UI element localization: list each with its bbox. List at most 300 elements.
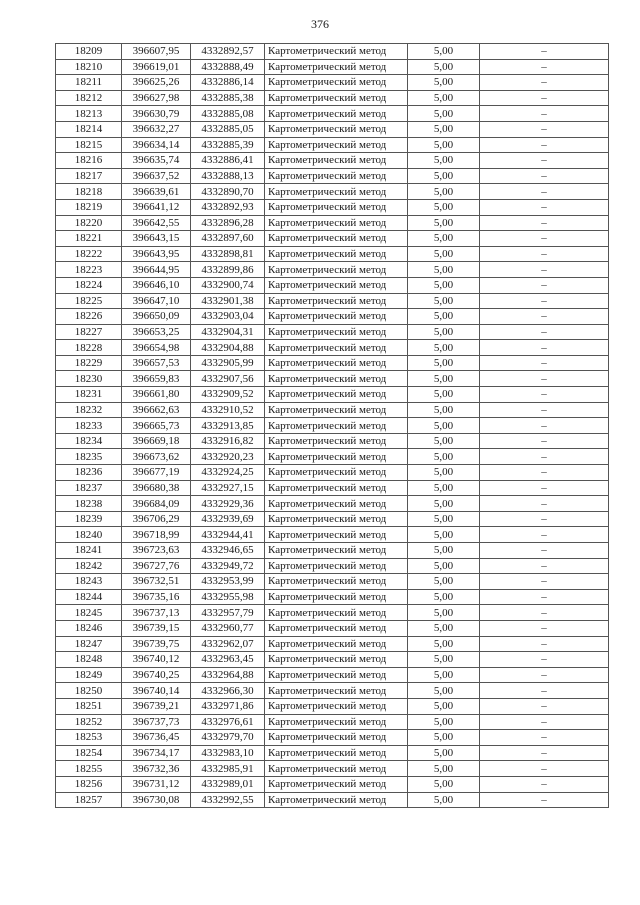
- note-cell: –: [480, 698, 609, 714]
- method-cell: Картометрический метод: [265, 558, 408, 574]
- x-coordinate-cell: 396740,12: [122, 652, 191, 668]
- table-row: [56, 402, 609, 418]
- table-row: [56, 231, 609, 247]
- accuracy-cell: 5,00: [408, 527, 480, 543]
- coordinates-table-body: [56, 44, 609, 808]
- table-row: [56, 776, 609, 792]
- note-cell: –: [480, 683, 609, 699]
- x-coordinate-cell: 396632,27: [122, 121, 191, 137]
- accuracy-cell: 5,00: [408, 698, 480, 714]
- method-cell: Картометрический метод: [265, 449, 408, 465]
- note-cell: –: [480, 792, 609, 808]
- point-number-cell: 18228: [56, 340, 122, 356]
- y-coordinate-cell: 4332989,01: [191, 776, 265, 792]
- method-cell: Картометрический метод: [265, 480, 408, 496]
- y-coordinate-cell: 4332907,56: [191, 371, 265, 387]
- x-coordinate-cell: 396641,12: [122, 199, 191, 215]
- y-coordinate-cell: 4332905,99: [191, 355, 265, 371]
- table-row: [56, 137, 609, 153]
- x-coordinate-cell: 396739,15: [122, 620, 191, 636]
- method-cell: Картометрический метод: [265, 589, 408, 605]
- point-number-cell: 18247: [56, 636, 122, 652]
- accuracy-cell: 5,00: [408, 433, 480, 449]
- note-cell: –: [480, 293, 609, 309]
- accuracy-cell: 5,00: [408, 90, 480, 106]
- y-coordinate-cell: 4332964,88: [191, 667, 265, 683]
- accuracy-cell: 5,00: [408, 137, 480, 153]
- y-coordinate-cell: 4332946,65: [191, 543, 265, 559]
- y-coordinate-cell: 4332979,70: [191, 730, 265, 746]
- y-coordinate-cell: 4332888,13: [191, 168, 265, 184]
- note-cell: –: [480, 106, 609, 122]
- y-coordinate-cell: 4332910,52: [191, 402, 265, 418]
- note-cell: –: [480, 449, 609, 465]
- x-coordinate-cell: 396657,53: [122, 355, 191, 371]
- note-cell: –: [480, 90, 609, 106]
- table-row: [56, 293, 609, 309]
- y-coordinate-cell: 4332920,23: [191, 449, 265, 465]
- accuracy-cell: 5,00: [408, 59, 480, 75]
- note-cell: –: [480, 730, 609, 746]
- table-row: [56, 558, 609, 574]
- point-number-cell: 18256: [56, 776, 122, 792]
- y-coordinate-cell: 4332962,07: [191, 636, 265, 652]
- x-coordinate-cell: 396644,95: [122, 262, 191, 278]
- method-cell: Картометрический метод: [265, 730, 408, 746]
- note-cell: –: [480, 589, 609, 605]
- accuracy-cell: 5,00: [408, 199, 480, 215]
- note-cell: –: [480, 543, 609, 559]
- y-coordinate-cell: 4332904,88: [191, 340, 265, 356]
- x-coordinate-cell: 396740,25: [122, 667, 191, 683]
- point-number-cell: 18227: [56, 324, 122, 340]
- note-cell: –: [480, 59, 609, 75]
- method-cell: Картометрический метод: [265, 121, 408, 137]
- point-number-cell: 18222: [56, 246, 122, 262]
- table-row: [56, 246, 609, 262]
- accuracy-cell: 5,00: [408, 511, 480, 527]
- method-cell: Картометрический метод: [265, 246, 408, 262]
- y-coordinate-cell: 4332924,25: [191, 465, 265, 481]
- note-cell: –: [480, 184, 609, 200]
- method-cell: Картометрический метод: [265, 543, 408, 559]
- point-number-cell: 18225: [56, 293, 122, 309]
- point-number-cell: 18241: [56, 543, 122, 559]
- method-cell: Картометрический метод: [265, 667, 408, 683]
- method-cell: Картометрический метод: [265, 355, 408, 371]
- accuracy-cell: 5,00: [408, 355, 480, 371]
- table-row: [56, 449, 609, 465]
- note-cell: –: [480, 309, 609, 325]
- accuracy-cell: 5,00: [408, 465, 480, 481]
- table-row: [56, 433, 609, 449]
- x-coordinate-cell: 396654,98: [122, 340, 191, 356]
- note-cell: –: [480, 558, 609, 574]
- accuracy-cell: 5,00: [408, 309, 480, 325]
- note-cell: –: [480, 121, 609, 137]
- method-cell: Картометрический метод: [265, 75, 408, 91]
- accuracy-cell: 5,00: [408, 340, 480, 356]
- y-coordinate-cell: 4332885,39: [191, 137, 265, 153]
- table-row: [56, 714, 609, 730]
- point-number-cell: 18236: [56, 465, 122, 481]
- table-row: [56, 496, 609, 512]
- x-coordinate-cell: 396647,10: [122, 293, 191, 309]
- note-cell: –: [480, 215, 609, 231]
- accuracy-cell: 5,00: [408, 714, 480, 730]
- method-cell: Картометрический метод: [265, 277, 408, 293]
- accuracy-cell: 5,00: [408, 215, 480, 231]
- point-number-cell: 18211: [56, 75, 122, 91]
- accuracy-cell: 5,00: [408, 761, 480, 777]
- note-cell: –: [480, 355, 609, 371]
- table-row: [56, 324, 609, 340]
- point-number-cell: 18231: [56, 387, 122, 403]
- note-cell: –: [480, 324, 609, 340]
- x-coordinate-cell: 396634,14: [122, 137, 191, 153]
- table-row: [56, 309, 609, 325]
- point-number-cell: 18255: [56, 761, 122, 777]
- point-number-cell: 18239: [56, 511, 122, 527]
- method-cell: Картометрический метод: [265, 309, 408, 325]
- table-row: [56, 543, 609, 559]
- point-number-cell: 18226: [56, 309, 122, 325]
- note-cell: –: [480, 620, 609, 636]
- method-cell: Картометрический метод: [265, 90, 408, 106]
- point-number-cell: 18223: [56, 262, 122, 278]
- y-coordinate-cell: 4332886,14: [191, 75, 265, 91]
- accuracy-cell: 5,00: [408, 558, 480, 574]
- note-cell: –: [480, 714, 609, 730]
- table-row: [56, 199, 609, 215]
- note-cell: –: [480, 262, 609, 278]
- accuracy-cell: 5,00: [408, 246, 480, 262]
- note-cell: –: [480, 340, 609, 356]
- table-row: [56, 277, 609, 293]
- method-cell: Картометрический метод: [265, 137, 408, 153]
- x-coordinate-cell: 396677,19: [122, 465, 191, 481]
- y-coordinate-cell: 4332904,31: [191, 324, 265, 340]
- accuracy-cell: 5,00: [408, 418, 480, 434]
- note-cell: –: [480, 137, 609, 153]
- accuracy-cell: 5,00: [408, 402, 480, 418]
- y-coordinate-cell: 4332885,08: [191, 106, 265, 122]
- point-number-cell: 18218: [56, 184, 122, 200]
- y-coordinate-cell: 4332953,99: [191, 574, 265, 590]
- x-coordinate-cell: 396643,15: [122, 231, 191, 247]
- point-number-cell: 18249: [56, 667, 122, 683]
- point-number-cell: 18217: [56, 168, 122, 184]
- table-row: [56, 511, 609, 527]
- accuracy-cell: 5,00: [408, 184, 480, 200]
- note-cell: –: [480, 168, 609, 184]
- method-cell: Картометрический метод: [265, 792, 408, 808]
- x-coordinate-cell: 396619,01: [122, 59, 191, 75]
- point-number-cell: 18219: [56, 199, 122, 215]
- x-coordinate-cell: 396706,29: [122, 511, 191, 527]
- accuracy-cell: 5,00: [408, 44, 480, 60]
- y-coordinate-cell: 4332955,98: [191, 589, 265, 605]
- y-coordinate-cell: 4332916,82: [191, 433, 265, 449]
- table-row: [56, 667, 609, 683]
- coordinates-table: [55, 43, 609, 808]
- point-number-cell: 18237: [56, 480, 122, 496]
- method-cell: Картометрический метод: [265, 184, 408, 200]
- table-row: [56, 44, 609, 60]
- method-cell: Картометрический метод: [265, 652, 408, 668]
- point-number-cell: 18232: [56, 402, 122, 418]
- table-row: [56, 683, 609, 699]
- note-cell: –: [480, 745, 609, 761]
- method-cell: Картометрический метод: [265, 683, 408, 699]
- x-coordinate-cell: 396739,75: [122, 636, 191, 652]
- note-cell: –: [480, 387, 609, 403]
- note-cell: –: [480, 667, 609, 683]
- method-cell: Картометрический метод: [265, 496, 408, 512]
- y-coordinate-cell: 4332992,55: [191, 792, 265, 808]
- method-cell: Картометрический метод: [265, 199, 408, 215]
- table-row: [56, 418, 609, 434]
- x-coordinate-cell: 396680,38: [122, 480, 191, 496]
- table-row: [56, 75, 609, 91]
- y-coordinate-cell: 4332927,15: [191, 480, 265, 496]
- method-cell: Картометрический метод: [265, 59, 408, 75]
- table-row: [56, 465, 609, 481]
- table-row: [56, 340, 609, 356]
- x-coordinate-cell: 396625,26: [122, 75, 191, 91]
- x-coordinate-cell: 396718,99: [122, 527, 191, 543]
- accuracy-cell: 5,00: [408, 574, 480, 590]
- note-cell: –: [480, 44, 609, 60]
- y-coordinate-cell: 4332966,30: [191, 683, 265, 699]
- method-cell: Картометрический метод: [265, 168, 408, 184]
- y-coordinate-cell: 4332939,69: [191, 511, 265, 527]
- x-coordinate-cell: 396730,08: [122, 792, 191, 808]
- table-row: [56, 121, 609, 137]
- table-row: [56, 355, 609, 371]
- y-coordinate-cell: 4332898,81: [191, 246, 265, 262]
- accuracy-cell: 5,00: [408, 683, 480, 699]
- point-number-cell: 18253: [56, 730, 122, 746]
- y-coordinate-cell: 4332892,57: [191, 44, 265, 60]
- method-cell: Картометрический метод: [265, 465, 408, 481]
- method-cell: Картометрический метод: [265, 605, 408, 621]
- point-number-cell: 18235: [56, 449, 122, 465]
- x-coordinate-cell: 396669,18: [122, 433, 191, 449]
- accuracy-cell: 5,00: [408, 153, 480, 169]
- method-cell: Картометрический метод: [265, 776, 408, 792]
- point-number-cell: 18244: [56, 589, 122, 605]
- table-row: [56, 387, 609, 403]
- x-coordinate-cell: 396646,10: [122, 277, 191, 293]
- x-coordinate-cell: 396650,09: [122, 309, 191, 325]
- method-cell: Картометрический метод: [265, 387, 408, 403]
- method-cell: Картометрический метод: [265, 761, 408, 777]
- x-coordinate-cell: 396723,63: [122, 543, 191, 559]
- y-coordinate-cell: 4332929,36: [191, 496, 265, 512]
- x-coordinate-cell: 396665,73: [122, 418, 191, 434]
- y-coordinate-cell: 4332897,60: [191, 231, 265, 247]
- note-cell: –: [480, 776, 609, 792]
- point-number-cell: 18214: [56, 121, 122, 137]
- method-cell: Картометрический метод: [265, 293, 408, 309]
- y-coordinate-cell: 4332913,85: [191, 418, 265, 434]
- table-row: [56, 620, 609, 636]
- accuracy-cell: 5,00: [408, 636, 480, 652]
- table-row: [56, 698, 609, 714]
- accuracy-cell: 5,00: [408, 324, 480, 340]
- accuracy-cell: 5,00: [408, 543, 480, 559]
- point-number-cell: 18248: [56, 652, 122, 668]
- note-cell: –: [480, 246, 609, 262]
- y-coordinate-cell: 4332900,74: [191, 277, 265, 293]
- table-row: [56, 371, 609, 387]
- point-number-cell: 18245: [56, 605, 122, 621]
- note-cell: –: [480, 371, 609, 387]
- accuracy-cell: 5,00: [408, 231, 480, 247]
- method-cell: Картометрический метод: [265, 574, 408, 590]
- table-row: [56, 761, 609, 777]
- note-cell: –: [480, 761, 609, 777]
- y-coordinate-cell: 4332944,41: [191, 527, 265, 543]
- table-row: [56, 262, 609, 278]
- method-cell: Картометрический метод: [265, 324, 408, 340]
- table-row: [56, 215, 609, 231]
- x-coordinate-cell: 396653,25: [122, 324, 191, 340]
- accuracy-cell: 5,00: [408, 262, 480, 278]
- table-row: [56, 184, 609, 200]
- note-cell: –: [480, 605, 609, 621]
- x-coordinate-cell: 396731,12: [122, 776, 191, 792]
- y-coordinate-cell: 4332985,91: [191, 761, 265, 777]
- x-coordinate-cell: 396735,16: [122, 589, 191, 605]
- accuracy-cell: 5,00: [408, 620, 480, 636]
- y-coordinate-cell: 4332896,28: [191, 215, 265, 231]
- y-coordinate-cell: 4332899,86: [191, 262, 265, 278]
- y-coordinate-cell: 4332901,38: [191, 293, 265, 309]
- x-coordinate-cell: 396639,61: [122, 184, 191, 200]
- note-cell: –: [480, 433, 609, 449]
- x-coordinate-cell: 396661,80: [122, 387, 191, 403]
- accuracy-cell: 5,00: [408, 293, 480, 309]
- method-cell: Картометрический метод: [265, 340, 408, 356]
- x-coordinate-cell: 396635,74: [122, 153, 191, 169]
- table-row: [56, 730, 609, 746]
- x-coordinate-cell: 396673,62: [122, 449, 191, 465]
- y-coordinate-cell: 4332903,04: [191, 309, 265, 325]
- point-number-cell: 18242: [56, 558, 122, 574]
- accuracy-cell: 5,00: [408, 776, 480, 792]
- accuracy-cell: 5,00: [408, 589, 480, 605]
- point-number-cell: 18213: [56, 106, 122, 122]
- x-coordinate-cell: 396659,83: [122, 371, 191, 387]
- method-cell: Картометрический метод: [265, 262, 408, 278]
- table-row: [56, 90, 609, 106]
- method-cell: Картометрический метод: [265, 636, 408, 652]
- y-coordinate-cell: 4332888,49: [191, 59, 265, 75]
- accuracy-cell: 5,00: [408, 277, 480, 293]
- point-number-cell: 18254: [56, 745, 122, 761]
- x-coordinate-cell: 396734,17: [122, 745, 191, 761]
- x-coordinate-cell: 396727,76: [122, 558, 191, 574]
- method-cell: Картометрический метод: [265, 44, 408, 60]
- y-coordinate-cell: 4332890,70: [191, 184, 265, 200]
- method-cell: Картометрический метод: [265, 527, 408, 543]
- method-cell: Картометрический метод: [265, 153, 408, 169]
- accuracy-cell: 5,00: [408, 605, 480, 621]
- x-coordinate-cell: 396630,79: [122, 106, 191, 122]
- note-cell: –: [480, 511, 609, 527]
- method-cell: Картометрический метод: [265, 418, 408, 434]
- method-cell: Картометрический метод: [265, 698, 408, 714]
- accuracy-cell: 5,00: [408, 652, 480, 668]
- note-cell: –: [480, 652, 609, 668]
- note-cell: –: [480, 402, 609, 418]
- point-number-cell: 18240: [56, 527, 122, 543]
- x-coordinate-cell: 396662,63: [122, 402, 191, 418]
- point-number-cell: 18250: [56, 683, 122, 699]
- accuracy-cell: 5,00: [408, 480, 480, 496]
- point-number-cell: 18209: [56, 44, 122, 60]
- x-coordinate-cell: 396737,13: [122, 605, 191, 621]
- accuracy-cell: 5,00: [408, 121, 480, 137]
- x-coordinate-cell: 396740,14: [122, 683, 191, 699]
- page-number: 376: [311, 17, 329, 31]
- point-number-cell: 18229: [56, 355, 122, 371]
- method-cell: Картометрический метод: [265, 620, 408, 636]
- point-number-cell: 18257: [56, 792, 122, 808]
- table-row: [56, 792, 609, 808]
- accuracy-cell: 5,00: [408, 168, 480, 184]
- y-coordinate-cell: 4332892,93: [191, 199, 265, 215]
- note-cell: –: [480, 231, 609, 247]
- x-coordinate-cell: 396637,52: [122, 168, 191, 184]
- x-coordinate-cell: 396642,55: [122, 215, 191, 231]
- table-row: [56, 168, 609, 184]
- point-number-cell: 18246: [56, 620, 122, 636]
- point-number-cell: 18224: [56, 277, 122, 293]
- point-number-cell: 18230: [56, 371, 122, 387]
- x-coordinate-cell: 396732,36: [122, 761, 191, 777]
- note-cell: –: [480, 574, 609, 590]
- accuracy-cell: 5,00: [408, 730, 480, 746]
- method-cell: Картометрический метод: [265, 745, 408, 761]
- x-coordinate-cell: 396732,51: [122, 574, 191, 590]
- y-coordinate-cell: 4332949,72: [191, 558, 265, 574]
- table-row: [56, 480, 609, 496]
- table-row: [56, 106, 609, 122]
- accuracy-cell: 5,00: [408, 745, 480, 761]
- x-coordinate-cell: 396736,45: [122, 730, 191, 746]
- method-cell: Картометрический метод: [265, 106, 408, 122]
- table-row: [56, 745, 609, 761]
- point-number-cell: 18220: [56, 215, 122, 231]
- note-cell: –: [480, 480, 609, 496]
- x-coordinate-cell: 396684,09: [122, 496, 191, 512]
- x-coordinate-cell: 396739,21: [122, 698, 191, 714]
- x-coordinate-cell: 396643,95: [122, 246, 191, 262]
- point-number-cell: 18212: [56, 90, 122, 106]
- method-cell: Картометрический метод: [265, 371, 408, 387]
- table-row: [56, 153, 609, 169]
- note-cell: –: [480, 277, 609, 293]
- point-number-cell: 18251: [56, 698, 122, 714]
- note-cell: –: [480, 153, 609, 169]
- point-number-cell: 18238: [56, 496, 122, 512]
- method-cell: Картометрический метод: [265, 402, 408, 418]
- table-row: [56, 574, 609, 590]
- table-row: [56, 605, 609, 621]
